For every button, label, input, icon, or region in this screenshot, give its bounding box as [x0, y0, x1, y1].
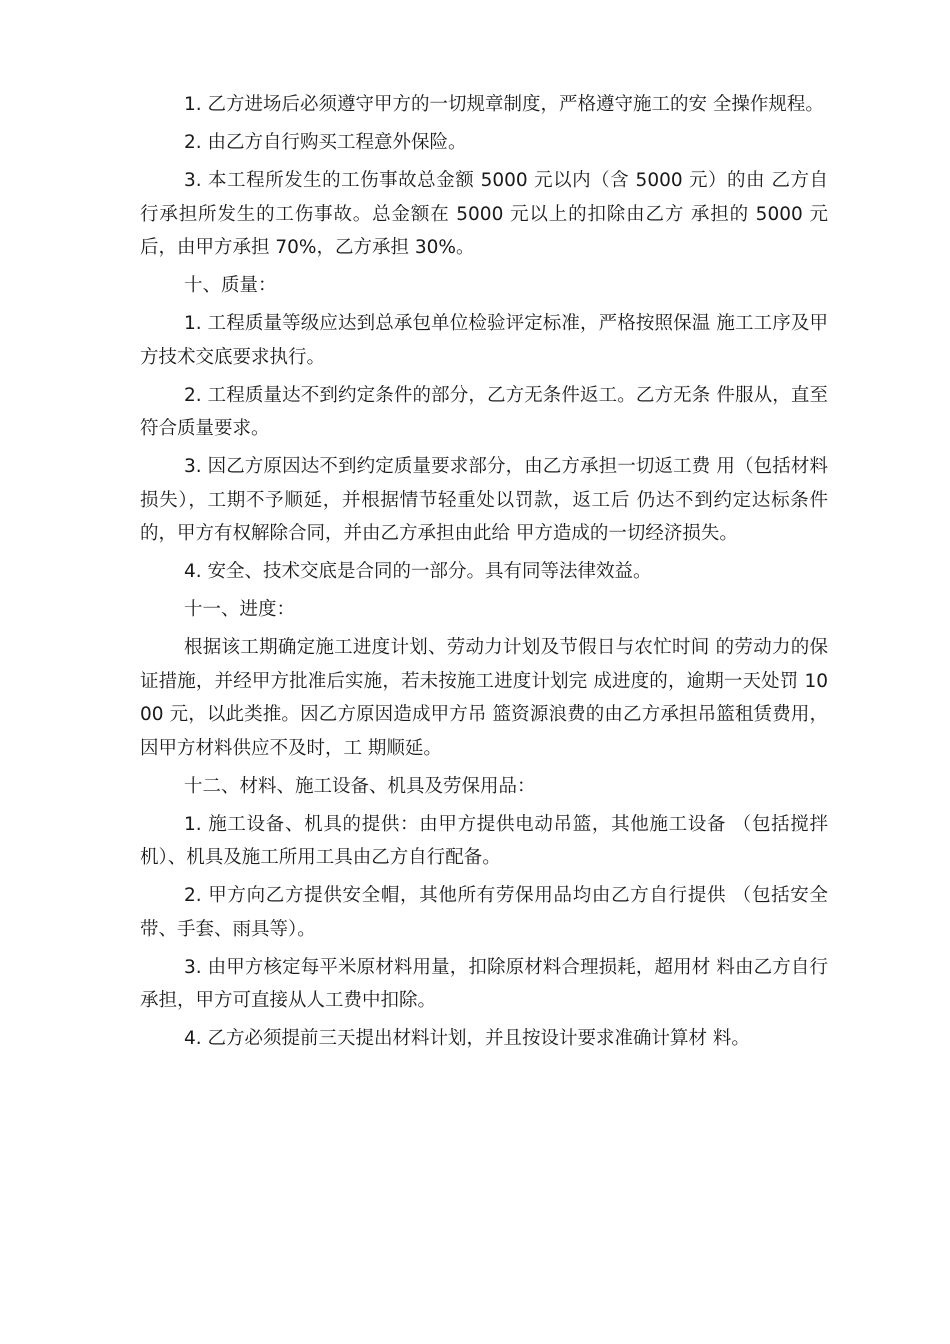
clause-10-3: 3. 因乙方原因达不到约定质量要求部分，由乙方承担一切返工费 用（包括材料损失），工期不予顺延，并根据情节轻重处以罚款，返工后 仍达不到约定达标条件的，甲方有权解除合同，并由乙方承担由此给 甲方造成的一切经济损失。	[140, 456, 828, 544]
clause-10-2: 2. 工程质量达不到约定条件的部分，乙方无条件返工。乙方无条 件服从，直至符合质量要求。	[140, 384, 828, 439]
section-12-heading: 十二、材料、施工设备、机具及劳保用品：	[184, 775, 536, 797]
clause-12-4: 4. 乙方必须提前三天提出材料计划，并且按设计要求准确计算材 料。	[184, 1028, 750, 1049]
section-10-heading: 十、质量：	[184, 275, 277, 296]
clause-12-1: 1. 施工设备、机具的提供：由甲方提供电动吊篮，其他施工设备 （包括搅拌机）、机具及施工所用工具由乙方自行配备。	[140, 813, 828, 868]
clause-10-1: 1. 工程质量等级应达到总承包单位检验评定标准，严格按照保温 施工工序及甲方技术交底要求执行。	[140, 313, 828, 368]
section-11-heading: 十一、进度：	[184, 599, 296, 620]
clause-12-3: 3. 由甲方核定每平米原材料用量，扣除原材料合理损耗，超用材 料由乙方自行承担，甲方可直接从人工费中扣除。	[140, 956, 828, 1011]
clause-11-body: 根据该工期确定施工进度计划、劳动力计划及节假日与农忙时间 的劳动力的保证措施，并经甲方批准后实施，若未按施工进度计划完 成进度的，逾期一天处罚 1000 元，以此类推。因乙方原因造成甲方吊 篮资源浪费的由乙方承担吊篮租赁费用，因甲方材料供应不及时，工 期顺延。	[140, 637, 828, 759]
clause-9-3: 3. 本工程所发生的工伤事故总金额 5000 元以内（含 5000 元）的由 乙方自行承担所发生的工伤事故。总金额在 5000 元以上的扣除由乙方 承担的 5000 元后，由甲方承担 70%，乙方承担 30%。	[140, 170, 828, 258]
clause-10-4: 4. 安全、技术交底是合同的一部分。具有同等法律效益。	[184, 561, 652, 582]
clause-9-1: 1. 乙方进场后必须遵守甲方的一切规章制度，严格遵守施工的安 全操作规程。	[184, 94, 824, 115]
clause-12-2: 2. 甲方向乙方提供安全帽，其他所有劳保用品均由乙方自行提供 （包括安全带、手套、雨具等）。	[140, 885, 828, 940]
clause-9-2: 2. 由乙方自行购买工程意外保险。	[184, 132, 467, 153]
document-body	[140, 88, 828, 1060]
